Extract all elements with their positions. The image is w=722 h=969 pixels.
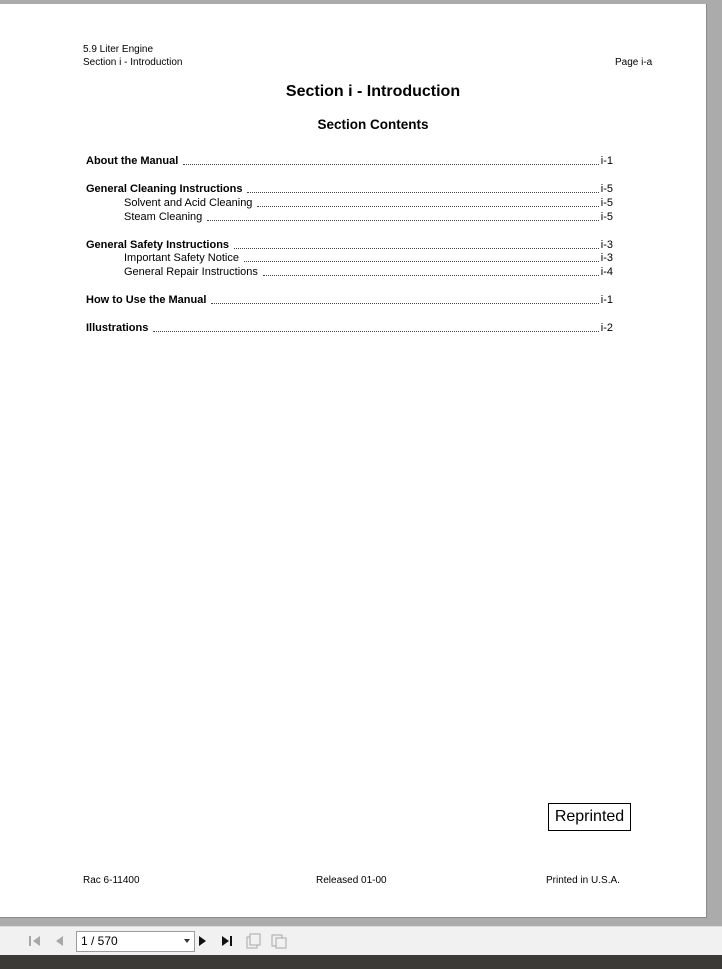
toc-page: i-3 <box>600 239 613 251</box>
toc-label: How to Use the Manual <box>86 294 207 306</box>
viewer-toolbar <box>0 926 722 955</box>
toc-leader <box>153 331 598 332</box>
toc-leader <box>234 248 599 249</box>
reprinted-stamp: Reprinted <box>548 803 631 831</box>
toc-leader <box>244 261 599 262</box>
page-subtitle: Section Contents <box>317 117 429 132</box>
page-label: Page i-a <box>615 57 653 68</box>
toc-label: General Repair Instructions <box>124 266 258 278</box>
document-page <box>0 4 707 918</box>
footer-release: Released 01-00 <box>316 875 387 886</box>
toc-page: i-5 <box>600 211 613 223</box>
toc-label: General Safety Instructions <box>86 239 230 251</box>
doc-title: 5.9 Liter Engine <box>83 44 154 55</box>
toc-leader <box>247 192 598 193</box>
toc-page: i-4 <box>600 266 613 278</box>
toc-leader <box>263 275 599 276</box>
toc-page: i-5 <box>600 183 613 195</box>
toc-entry-about-manual[interactable] <box>86 154 613 168</box>
facing-page-view-icon[interactable] <box>270 932 288 950</box>
footer-printed: Printed in U.S.A. <box>546 875 620 886</box>
toc-label: General Cleaning Instructions <box>86 183 243 195</box>
toc-page: i-1 <box>600 155 613 167</box>
toc-entry-illustrations[interactable] <box>86 321 613 335</box>
page-title: Section i - Introduction <box>285 83 461 100</box>
toc-page: i-3 <box>600 252 613 264</box>
toc-page: i-2 <box>600 322 613 334</box>
toc-label: Steam Cleaning <box>124 211 203 223</box>
last-page-icon[interactable] <box>218 932 236 950</box>
toc-entry-steam[interactable] <box>124 210 613 224</box>
toc-label: Solvent and Acid Cleaning <box>124 197 253 209</box>
chevron-down-icon <box>184 939 190 943</box>
toc-leader <box>183 164 598 165</box>
footer-doc-number: Rac 6-11400 <box>83 875 140 886</box>
toc-entry-safety-notice[interactable] <box>124 251 613 265</box>
toc-leader <box>207 220 598 221</box>
toc-entry-solvent[interactable] <box>124 196 613 210</box>
running-header <box>83 43 183 69</box>
toc-label: Illustrations <box>86 322 149 334</box>
page-indicator: 1 / 570 <box>81 934 118 948</box>
toc-entry-repair[interactable] <box>124 265 613 279</box>
toc-entry-how-to-use[interactable] <box>86 293 613 307</box>
toc-page: i-1 <box>600 294 613 306</box>
previous-page-icon[interactable] <box>50 932 68 950</box>
toc-label: About the Manual <box>86 155 179 167</box>
toc-label: Important Safety Notice <box>124 252 239 264</box>
toc-leader <box>257 206 598 207</box>
toc-leader <box>211 303 598 304</box>
single-page-view-icon[interactable] <box>244 932 262 950</box>
toc-entry-cleaning[interactable] <box>86 182 613 196</box>
toc-page: i-5 <box>600 197 613 209</box>
toc-entry-safety[interactable] <box>86 238 613 252</box>
bottom-bar <box>0 955 722 969</box>
section-label: Section i - Introduction <box>83 57 183 68</box>
page-number-select[interactable] <box>76 931 195 952</box>
first-page-icon[interactable] <box>26 932 44 950</box>
next-page-icon[interactable] <box>194 932 212 950</box>
